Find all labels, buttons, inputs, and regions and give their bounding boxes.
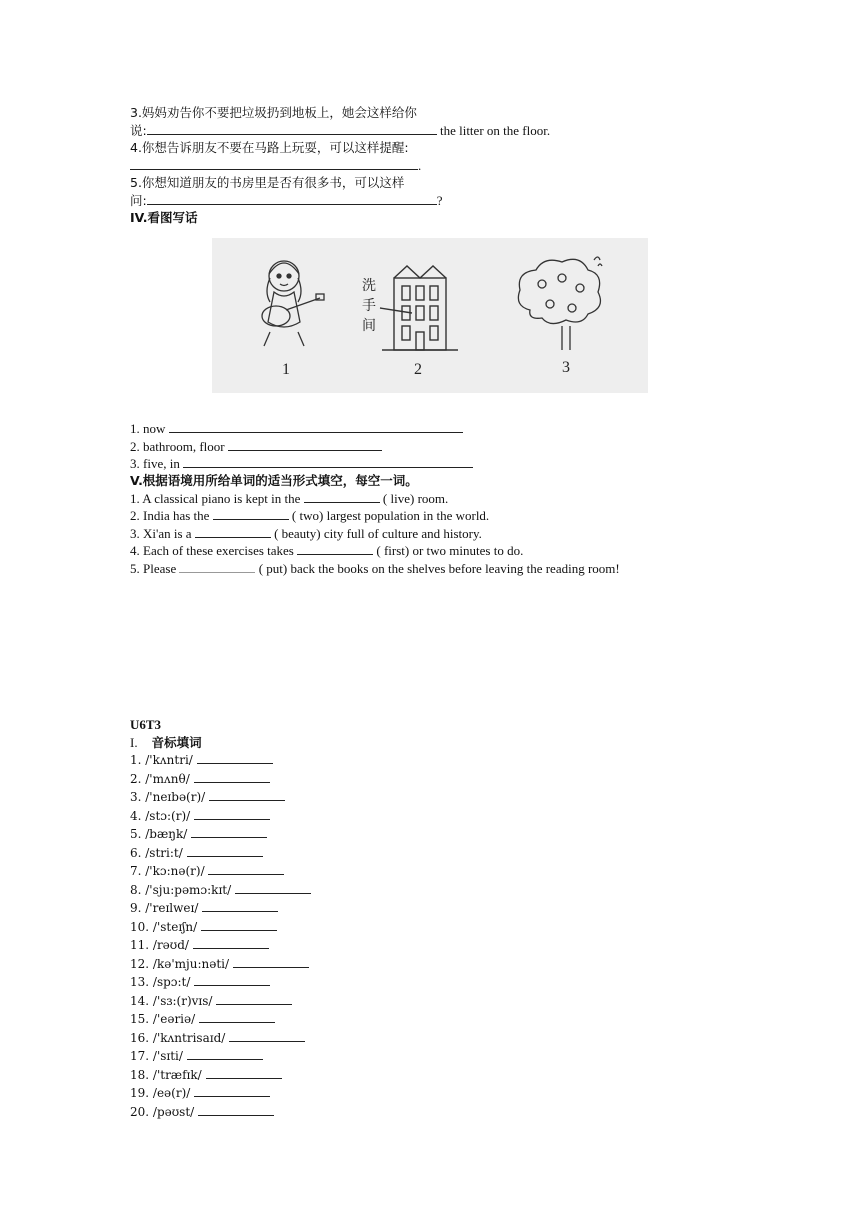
phonetic-item: 5. /bæŋk/ [130, 825, 730, 844]
girl-guitar-icon [262, 261, 324, 346]
phonetic-blank[interactable] [201, 918, 277, 931]
phonetic-blank[interactable] [209, 788, 285, 801]
phonetic-blank[interactable] [191, 825, 267, 838]
v-blank-1[interactable] [304, 490, 380, 503]
phonetic-item: 2. /'mʌnθ/ [130, 770, 730, 789]
v-blank-5[interactable] [179, 560, 255, 573]
iv-blank-3[interactable] [183, 455, 473, 468]
phonetic-blank[interactable] [193, 936, 269, 949]
q5-answer-line: 问: ? [130, 192, 443, 208]
phonetic-item: 12. /kə'mju:nəti/ [130, 955, 730, 974]
phonetic-item: 16. /'kʌntrisaɪd/ [130, 1029, 730, 1048]
phonetic-item: 1. /'kʌntri/ [130, 751, 730, 770]
q3-blank[interactable] [147, 122, 437, 135]
v-item-2: 2. India has the ( two) largest population in the world. [130, 508, 490, 523]
iv-item-1: 1. now [130, 420, 730, 438]
phonetic-item: 3. /'neɪbə(r)/ [130, 788, 730, 807]
iv-blank-1[interactable] [169, 420, 463, 433]
unit-u6t3 [130, 716, 730, 1121]
q4-blank[interactable] [130, 157, 418, 170]
phonetic-blank[interactable] [194, 1084, 270, 1097]
phonetic-item: 17. /'sɪti/ [130, 1047, 730, 1066]
phonetic-item: 10. /'steɪʃn/ [130, 918, 730, 937]
phonetic-blank[interactable] [229, 1029, 305, 1042]
phonetic-item: 9. /'reɪlweɪ/ [130, 899, 730, 918]
phonetic-blank[interactable] [216, 992, 292, 1005]
phonetic-blank[interactable] [194, 973, 270, 986]
q4-prompt: 4.你想告诉朋友不要在马路上玩耍，可以这样提醒: [130, 140, 409, 155]
building-char-2: 手 [362, 298, 376, 314]
section-3-items [130, 104, 730, 227]
phonetic-item: 7. /'kɔ:nə(r)/ [130, 862, 730, 881]
phonetic-blank[interactable] [187, 1047, 263, 1060]
phonetic-blank[interactable] [199, 1010, 275, 1023]
section-4-heading: IV.看图写话 [130, 210, 198, 225]
phonetic-blank[interactable] [233, 955, 309, 968]
building-char-1: 洗 [362, 278, 376, 294]
bathroom-building-icon [380, 266, 458, 350]
v-blank-4[interactable] [297, 542, 373, 555]
v-item-5: 5. Please ( put) back the books on the shelves before leaving the reading room! [130, 560, 620, 576]
phonetic-item: 15. /'eəriə/ [130, 1010, 730, 1029]
picture-prompt-svg [212, 238, 648, 393]
figure-label-1: 1 [282, 361, 290, 378]
v-item-3: 3. Xi'an is a ( beauty) city full of culture and history. [130, 525, 482, 541]
q5-blank[interactable] [147, 192, 437, 205]
v-item-4: 4. Each of these exercises takes ( first) or two minutes to do. [130, 543, 524, 558]
iv-blank-2[interactable] [228, 438, 382, 451]
phonetic-blank[interactable] [206, 1066, 282, 1079]
section-5 [130, 472, 770, 577]
iv-item-3: 3. five, in [130, 455, 730, 473]
phonetic-blank[interactable] [235, 881, 311, 894]
phonetic-blank[interactable] [194, 770, 270, 783]
unit-title: U6T3 [130, 717, 162, 732]
phonetic-blank[interactable] [194, 807, 270, 820]
v-blank-3[interactable] [195, 525, 271, 538]
phonetic-blank[interactable] [198, 1103, 274, 1116]
unit-section-heading: I. 音标填词 [130, 734, 202, 750]
v-item-1: 1. A classical piano is kept in the ( live) room. [130, 490, 449, 506]
phonetic-item: 4. /stɔ:(r)/ [130, 807, 730, 826]
figure-label-3: 3 [562, 359, 570, 376]
phonetic-blank[interactable] [187, 844, 263, 857]
q4-answer-line: . [130, 157, 730, 175]
phonetic-item: 18. /'træfɪk/ [130, 1066, 730, 1085]
v-blank-2[interactable] [213, 507, 289, 520]
figure-label-2: 2 [414, 361, 422, 378]
building-char-3: 间 [362, 318, 376, 334]
phonetic-item: 13. /spɔ:t/ [130, 973, 730, 992]
phonetic-item: 19. /eə(r)/ [130, 1084, 730, 1103]
phonetic-item: 8. /'sju:pəmɔ:kɪt/ [130, 881, 730, 900]
phonetic-blank[interactable] [197, 751, 273, 764]
phonetic-item: 6. /stri:t/ [130, 844, 730, 863]
phonetic-list [130, 751, 730, 1121]
picture-prompt-figure [212, 238, 648, 393]
phonetic-blank[interactable] [208, 862, 284, 875]
section-5-heading: V.根据语境用所给单词的适当形式填空，每空一词。 [130, 473, 418, 488]
section-4-items [130, 420, 730, 473]
phonetic-blank[interactable] [202, 899, 278, 912]
q5-prompt: 5.你想知道朋友的书房里是否有很多书，可以这样 [130, 175, 405, 190]
q3-answer-line: 说: the litter on the floor. [130, 122, 551, 138]
tree-birds-icon [518, 257, 602, 350]
q3-prompt: 3.妈妈劝告你不要把垃圾扔到地板上，她会这样给你 [130, 105, 417, 120]
phonetic-item: 20. /pəʊst/ [130, 1103, 730, 1122]
phonetic-item: 11. /rəʊd/ [130, 936, 730, 955]
iv-item-2: 2. bathroom, floor [130, 438, 730, 456]
phonetic-item: 14. /'sɜ:(r)vɪs/ [130, 992, 730, 1011]
